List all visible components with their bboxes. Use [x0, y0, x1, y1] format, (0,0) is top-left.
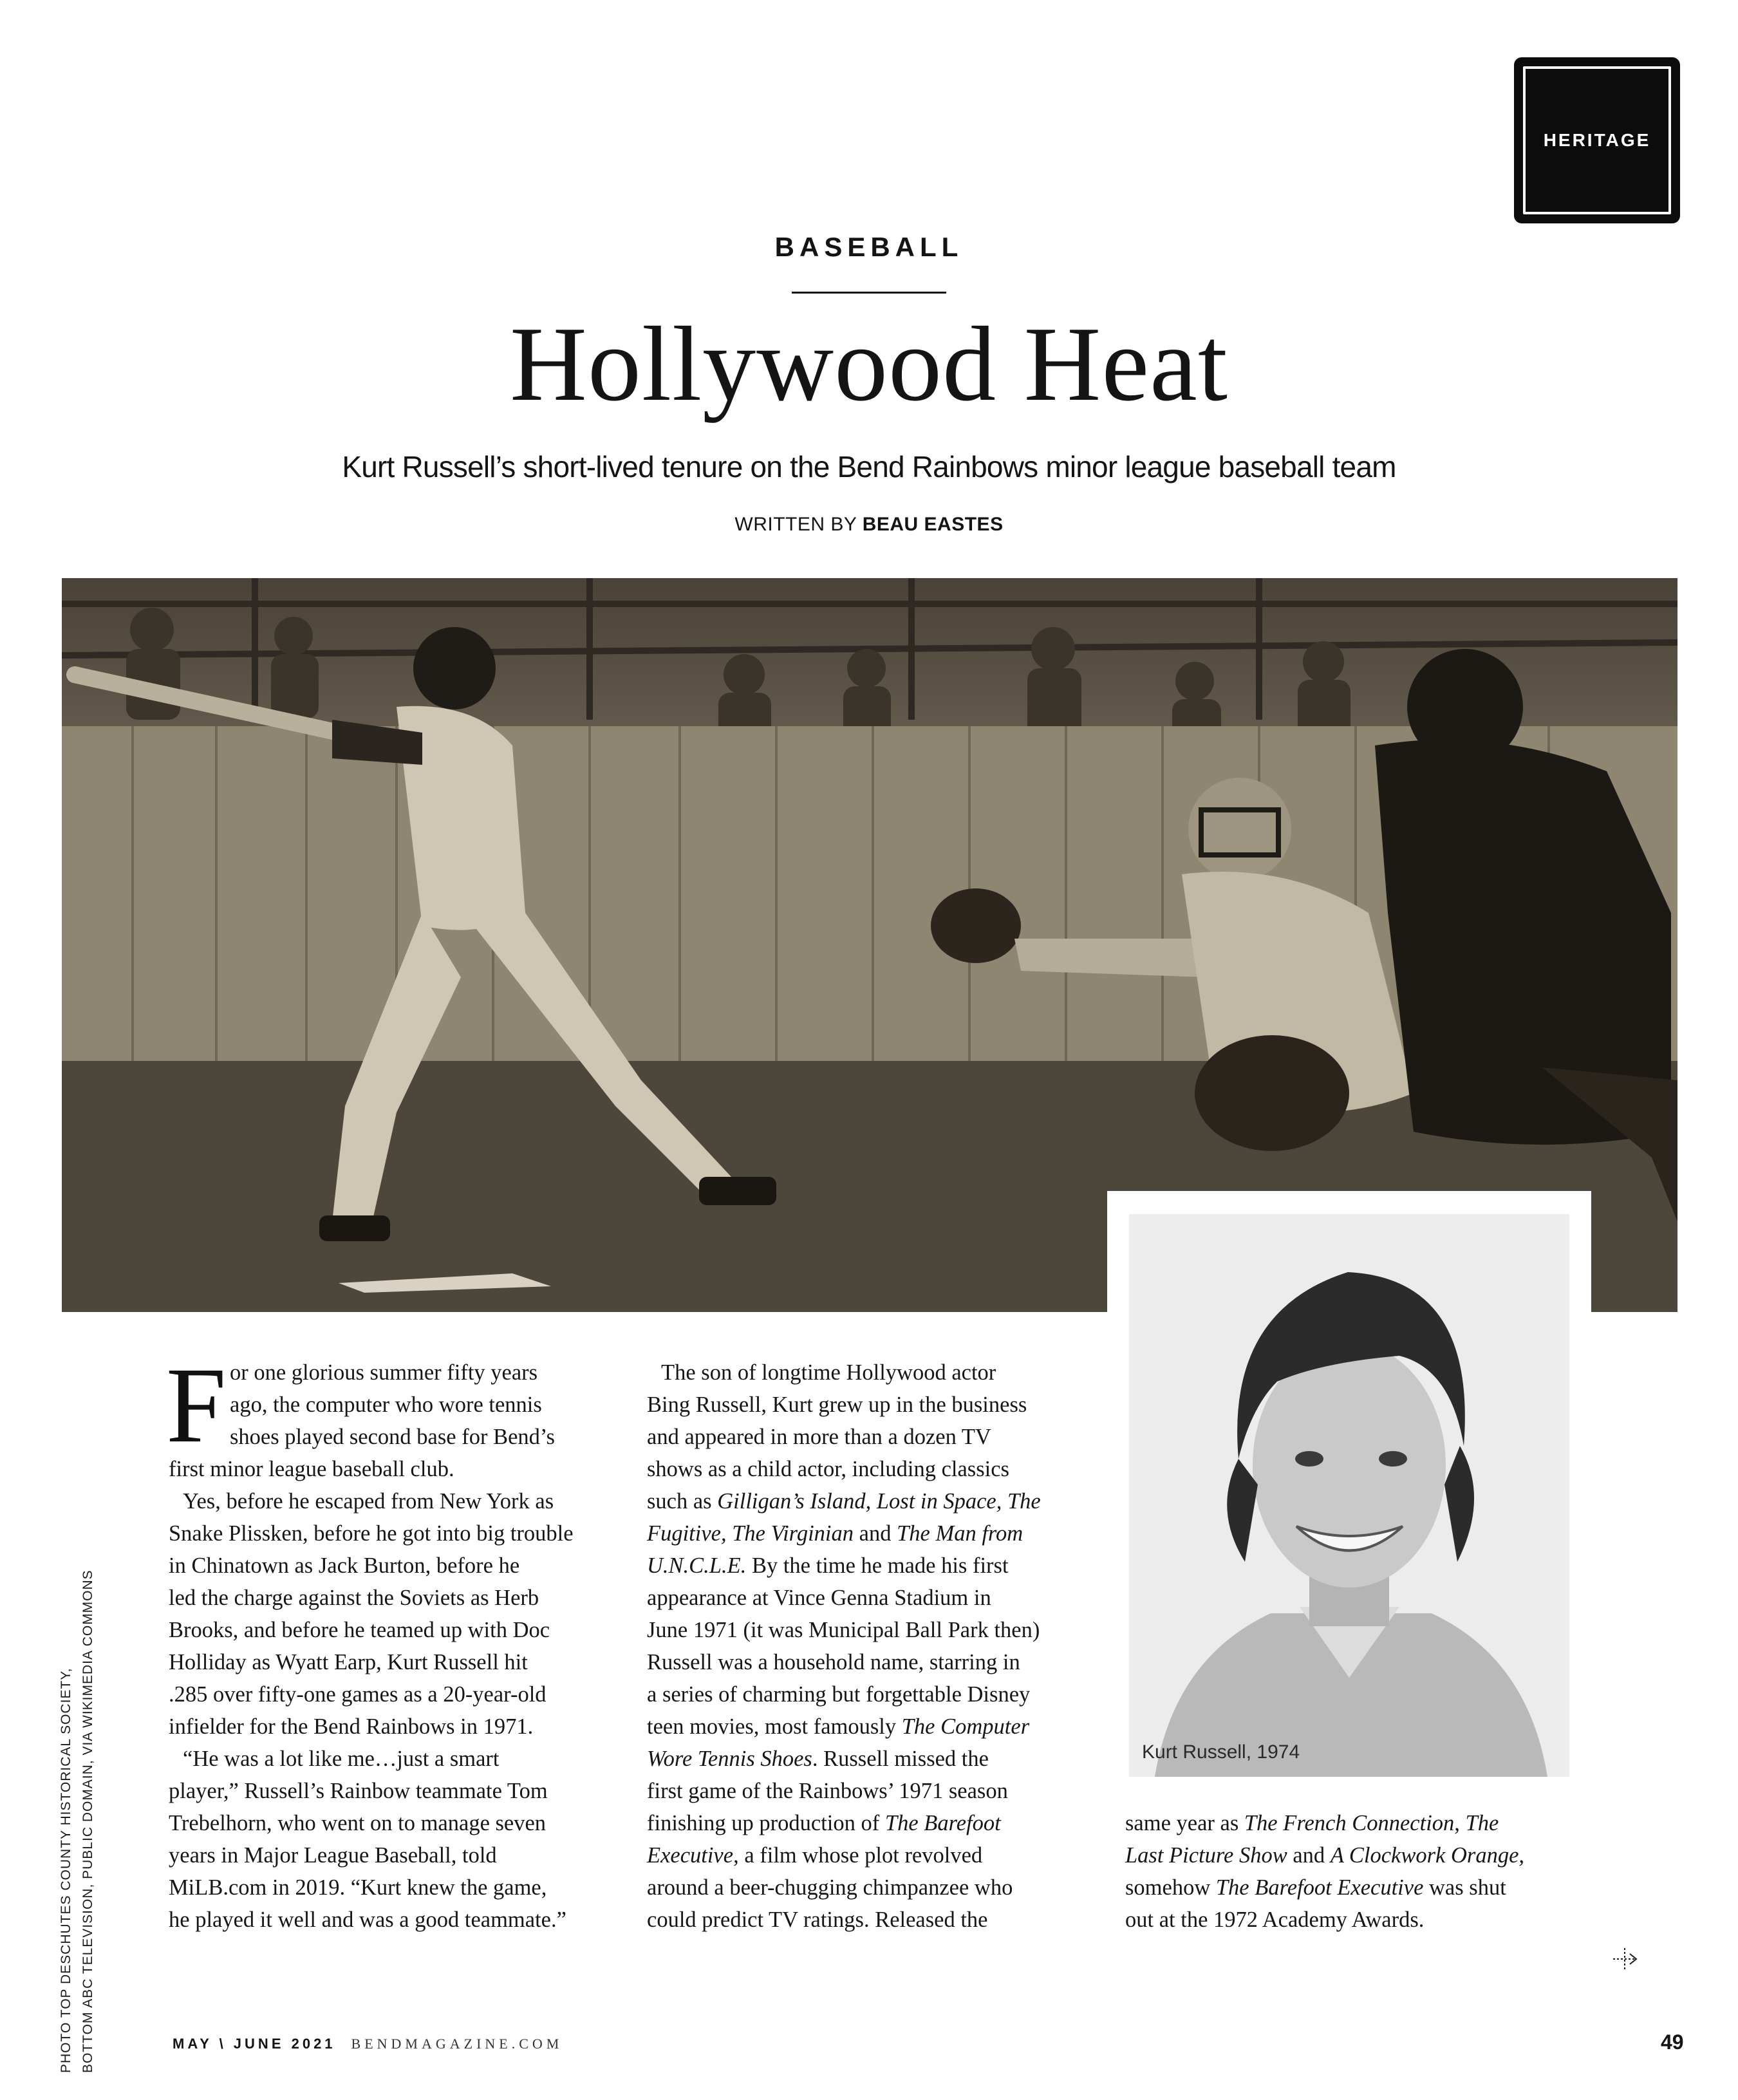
footer-website: BENDMAGAZINE.COM	[351, 2036, 563, 2052]
body-line: in Chinatown as Jack Burton, before he	[169, 1553, 520, 1578]
portrait-caption: Kurt Russell, 1974	[1142, 1741, 1300, 1763]
body-line	[647, 1485, 1098, 1517]
title-italic: Wore Tennis Shoes	[647, 1747, 812, 1771]
drop-cap: F	[166, 1345, 227, 1465]
photo-credit-line-1: PHOTO TOP DESCHUTES COUNTY HISTORICAL SOCIETY,	[59, 1667, 73, 2073]
title-italic: The Computer	[901, 1714, 1030, 1739]
body-line	[647, 1550, 1098, 1582]
photo-credit	[55, 1429, 117, 2073]
byline	[0, 514, 1738, 536]
body-text: teen movies, most famously	[647, 1714, 902, 1739]
title-italic: Last Picture Show	[1125, 1843, 1287, 1868]
body-line	[647, 1421, 1098, 1453]
body-line: Yes, before he escaped from New York as	[183, 1489, 554, 1514]
body-line: infielder for the Bend Rainbows in 1971.	[169, 1714, 534, 1739]
section-badge-label: HERITAGE	[1543, 130, 1651, 150]
body-column-3	[1125, 1807, 1589, 1936]
body-text: such as	[647, 1489, 718, 1514]
body-line: Brooks, and before he teamed up with Doc	[169, 1618, 550, 1642]
footer-separator	[344, 2036, 351, 2052]
body-line	[647, 1711, 1098, 1743]
body-line	[1125, 1839, 1589, 1871]
title-italic: The French Connection	[1244, 1811, 1455, 1835]
body-text: June 1971 (it was Municipal Ball Park then)	[647, 1618, 1040, 1642]
body-line: ago, the computer who wore tennis	[230, 1392, 542, 1417]
kicker-divider	[792, 292, 946, 294]
body-line	[647, 1582, 1098, 1614]
body-line	[1125, 1871, 1589, 1904]
body-text: was shut	[1423, 1875, 1506, 1900]
body-text: appearance at Vince Genna Stadium in	[647, 1586, 991, 1610]
body-line	[1125, 1904, 1589, 1936]
body-line	[647, 1453, 1098, 1485]
body-line: .285 over fifty-one games as a 20-year-old	[169, 1682, 547, 1707]
body-text: somehow	[1125, 1875, 1216, 1900]
body-line: MiLB.com in 2019. “Kurt knew the game,	[169, 1875, 547, 1900]
body-line	[647, 1356, 1098, 1389]
footer-issue: MAY \ JUNE 2021	[173, 2036, 336, 2052]
byline-prefix: WRITTEN BY	[734, 514, 857, 535]
body-text: first game of the Rainbows’ 1971 season	[647, 1779, 1008, 1803]
body-line: “He was a lot like me…just a smart	[183, 1747, 500, 1771]
body-line	[647, 1614, 1098, 1646]
body-text: out at the 1972 Academy Awards.	[1125, 1908, 1425, 1932]
body-line: Snake Plissken, before he got into big trouble	[169, 1521, 574, 1546]
body-text: and	[854, 1521, 897, 1546]
body-line	[647, 1517, 1098, 1550]
body-text: . Russell missed the	[812, 1747, 989, 1771]
section-kicker: BASEBALL	[774, 232, 964, 262]
title-italic: The Barefoot	[884, 1811, 1001, 1835]
article-headline: Hollywood Heat	[510, 305, 1228, 423]
body-text: and	[1287, 1843, 1331, 1868]
catchers-mitt	[931, 888, 1021, 963]
body-line	[647, 1775, 1098, 1807]
body-line	[647, 1807, 1098, 1839]
title-italic: Executive	[647, 1843, 734, 1868]
body-column-2	[647, 1356, 1098, 1936]
body-line	[1125, 1807, 1589, 1839]
body-text: shows as a child actor, including classics	[647, 1457, 1009, 1481]
section-badge	[1514, 57, 1680, 223]
body-text: and appeared in more than a dozen TV	[647, 1425, 991, 1449]
body-text: finishing up production of	[647, 1811, 885, 1835]
title-italic: The Man from	[897, 1521, 1023, 1546]
batting-helmet	[413, 627, 496, 709]
body-column-1	[169, 1356, 619, 1936]
title-italic: A Clockwork Orange,	[1330, 1843, 1525, 1868]
article-deck: Kurt Russell’s short-lived tenure on the Bend Rainbows minor league baseball team	[342, 450, 1396, 483]
body-line: Trebelhorn, who went on to manage seven	[169, 1811, 547, 1835]
body-line: shoes played second base for Bend’s	[230, 1425, 555, 1449]
body-text: The son of longtime Hollywood actor	[661, 1360, 996, 1385]
end-mark-icon	[1609, 1943, 1641, 1975]
body-text: same year as	[1125, 1811, 1244, 1835]
body-text: , a film whose plot revolved	[733, 1843, 983, 1868]
title-italic: U.N.C.L.E.	[647, 1553, 747, 1578]
portrait-photo	[1129, 1214, 1569, 1777]
page-footer	[173, 2036, 563, 2052]
body-line: first minor league baseball club.	[169, 1457, 454, 1481]
body-text: Bing Russell, Kurt grew up in the business	[647, 1392, 1027, 1417]
body-text: By the time he made his first	[746, 1553, 1009, 1578]
title-italic: Gilligan’s Island, Lost in Space, The	[717, 1489, 1041, 1514]
body-text: could predict TV ratings. Released the	[647, 1908, 988, 1932]
title-italic: The	[1465, 1811, 1499, 1835]
body-line	[647, 1871, 1098, 1904]
body-line: led the charge against the Soviets as Herb	[169, 1586, 539, 1610]
title-italic: The Barefoot Executive	[1215, 1875, 1424, 1900]
body-line: Holliday as Wyatt Earp, Kurt Russell hit	[169, 1650, 528, 1674]
body-line: or one glorious summer fifty years	[230, 1360, 538, 1385]
body-line	[647, 1743, 1098, 1775]
body-text: ,	[1454, 1811, 1466, 1835]
title-italic: Fugitive, The Virginian	[647, 1521, 854, 1546]
body-line	[647, 1839, 1098, 1871]
body-text: a series of charming but forgettable Disney	[647, 1682, 1031, 1707]
photo-credit-line-2: BOTTOM ABC TELEVISION, PUBLIC DOMAIN, VIA WIKIMEDIA COMMONS	[80, 1570, 95, 2073]
body-line	[647, 1646, 1098, 1678]
page-number: 49	[1661, 2030, 1684, 2054]
body-line: years in Major League Baseball, told	[169, 1843, 497, 1868]
body-line	[647, 1678, 1098, 1711]
body-line: player,” Russell’s Rainbow teammate Tom	[169, 1779, 548, 1803]
byline-author: BEAU EASTES	[862, 514, 1004, 535]
body-text: around a beer-chugging chimpanzee who	[647, 1875, 1013, 1900]
body-line: he played it well and was a good teammate.”	[169, 1908, 566, 1932]
body-text: Russell was a household name, starring in	[647, 1650, 1020, 1674]
body-line	[647, 1904, 1098, 1936]
body-line	[647, 1389, 1098, 1421]
